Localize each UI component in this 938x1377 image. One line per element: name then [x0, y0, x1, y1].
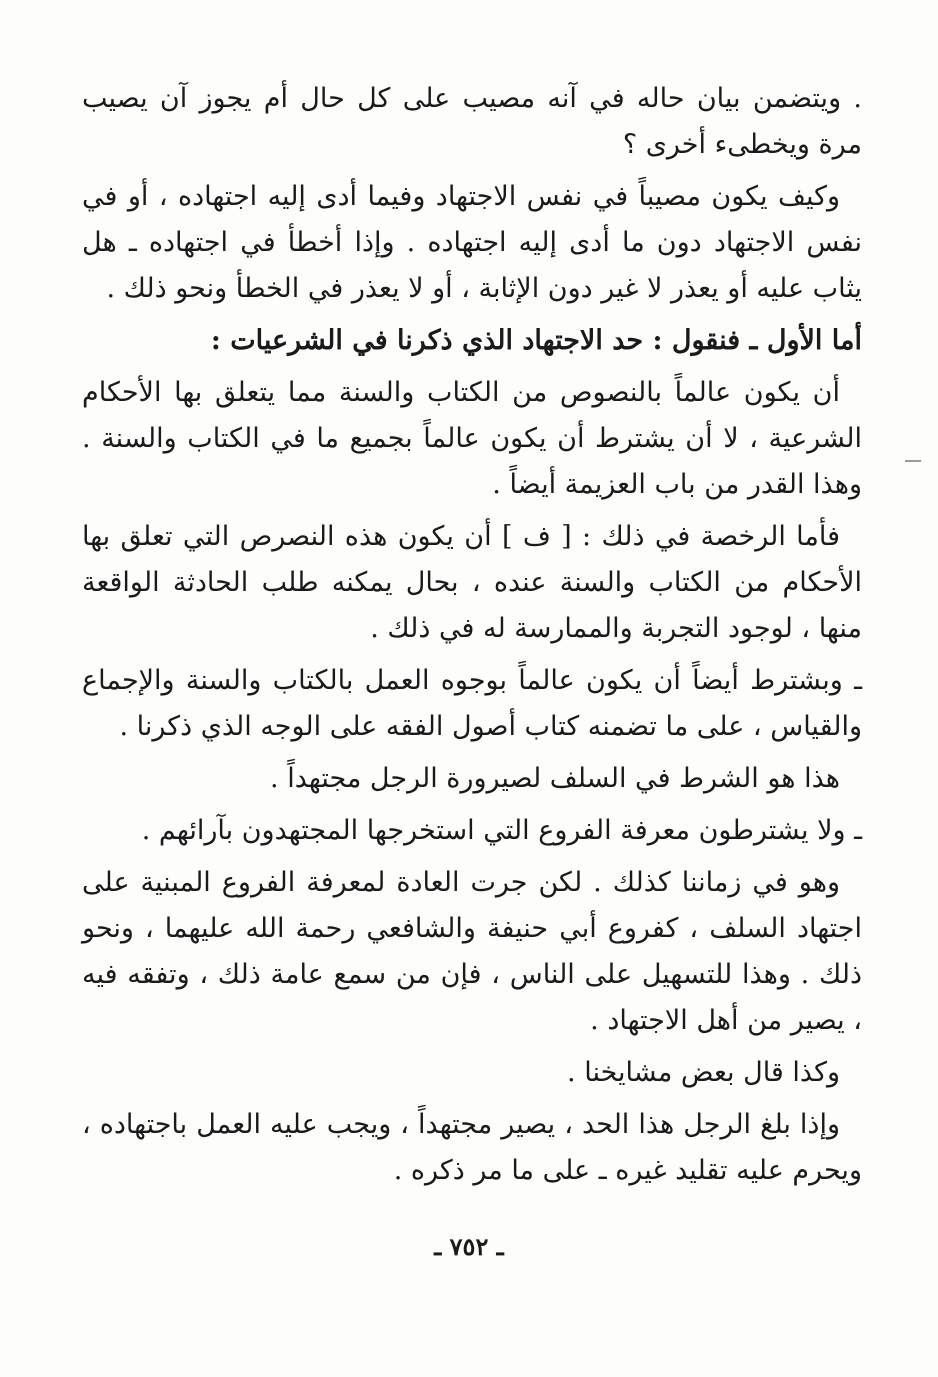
paragraph-6: هذا هو الشرط في السلف لصيرورة الرجل مجتهداً .	[270, 763, 840, 794]
paragraph-1: . ويتضمن بيان حاله في آنه مصيب على كل حال أم يجوز آن يصيب مرة ويخطىء أخرى ؟	[82, 83, 862, 160]
paragraph-2: وكيف يكون مصيباً في نفس الاجتهاد وفيما أدى إليه اجتهاده ، أو في نفس الاجتهاد دون ما أدى إليه اجتهاده . وإذا أخطأ في اجتهاده ـ هل يثاب عليه أو يعذر لا غير دون الإثابة ، أو لا يعذر في الخطأ ونحو ذلك .	[82, 181, 862, 304]
section-heading: أما الأول ـ فنقول : حد الاجتهاد الذي ذكرنا في الشرعيات :	[210, 325, 862, 356]
page-number: ـ ٧٥٢ ـ	[434, 1232, 504, 1261]
paragraph-3: أن يكون عالماً بالنصوص من الكتاب والسنة مما يتعلق بها الأحكام الشرعية ، لا أن يشترط أن يكون عالماً بجميع ما في الكتاب والسنة . وهذا القدر من باب العزيمة أيضاً .	[82, 377, 862, 500]
paragraph-9: وكذا قال بعض مشايخنا .	[567, 1057, 840, 1088]
paragraph-7: ـ ولا يشترطون معرفة الفروع التي استخرجها المجتهدون بآرائهم .	[141, 815, 862, 846]
margin-mark	[905, 460, 921, 462]
paragraph-5: ـ وبشترط أيضاً أن يكون عالماً بوجوه العمل بالكتاب والسنة والإجماع والقياس ، على ما تضمنه كتاب أصول الفقه على الوجه الذي ذكرنا .	[82, 665, 862, 742]
body-text	[82, 76, 862, 1200]
paragraph-4: فأما الرخصة في ذلك : [ ف ] أن يكون هذه النصرص التي تعلق بها الأحكام من الكتاب والسنة عنده ، بحال يمكنه طلب الحادثة الواقعة منها ، لوجود التجربة والممارسة له في ذلك .	[82, 521, 862, 644]
paragraph-8: وهو في زماننا كذلك . لكن جرت العادة لمعرفة الفروع المبنية على اجتهاد السلف ، كفروع أبي حنيفة والشافعي رحمة الله عليهما ، ونحو ذلك . وهذا للتسهيل على الناس ، فإن من سمع عامة ذلك ، وتفقه فيه ، يصير من أهل الاجتهاد .	[82, 867, 862, 1036]
paragraph-10: وإذا بلغ الرجل هذا الحد ، يصير مجتهداً ، ويجب عليه العمل باجتهاده ، ويحرم عليه تقليد غيره ـ على ما مر ذكره .	[82, 1109, 862, 1186]
